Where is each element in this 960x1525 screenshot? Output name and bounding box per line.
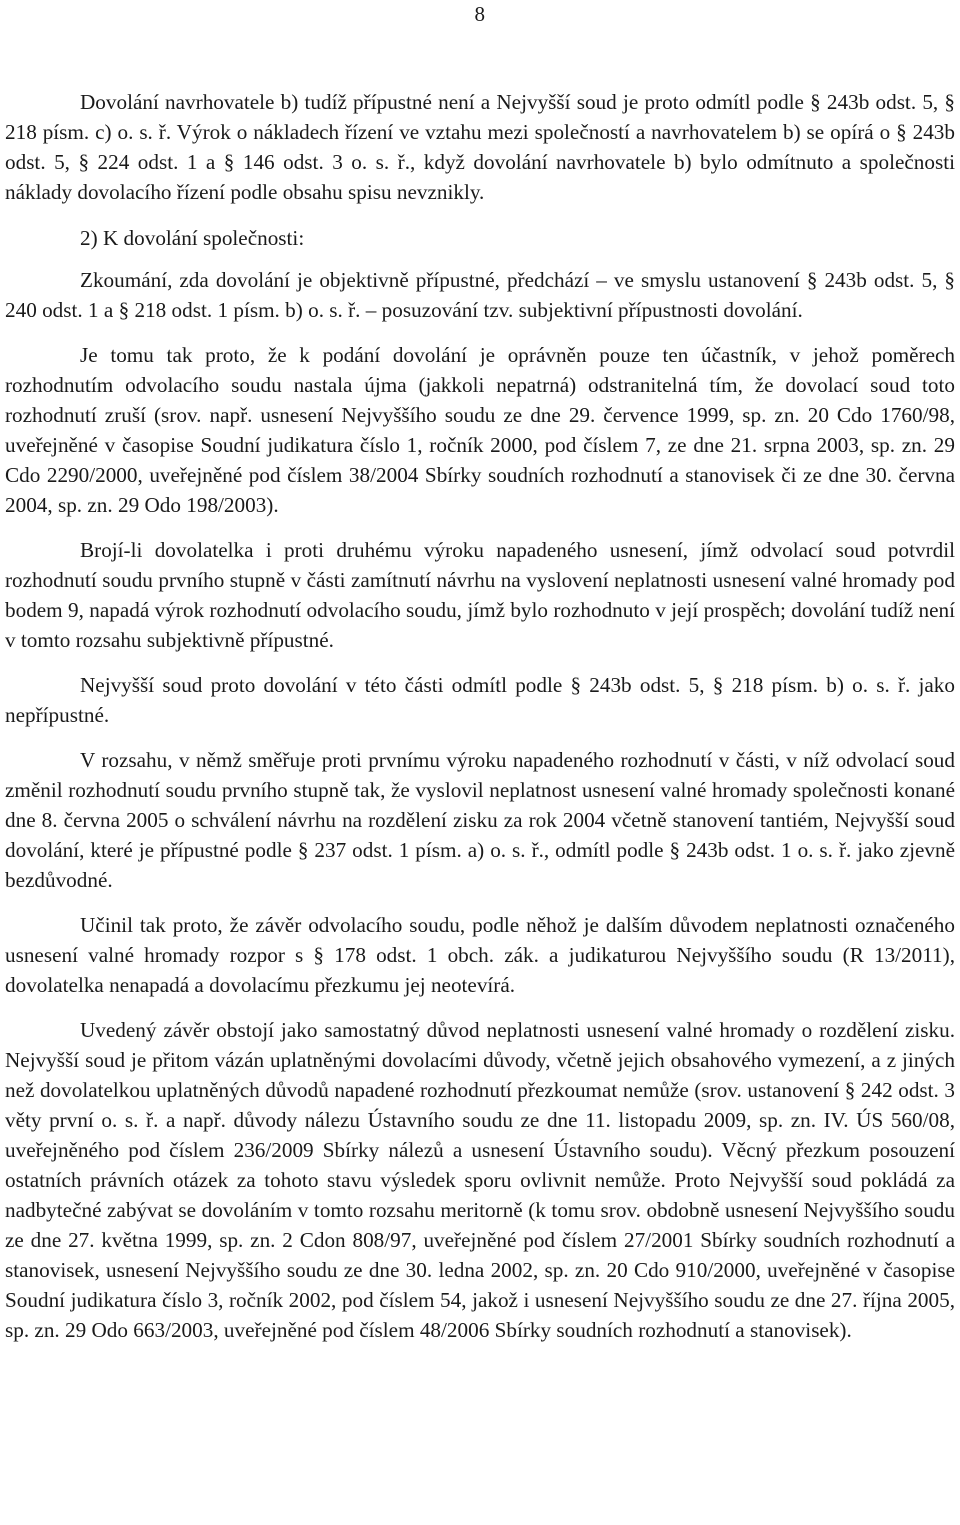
paragraph-1: Dovolání navrhovatele b) tudíž přípustné není a Nejvyšší soud je proto odmítl podle § 243b odst. 5, § 218 písm. c) o. s. ř. Výrok o nákladech řízení ve vztahu mezi společností a navrhovatelem b) se opírá o § 243b odst. 5, § 224 odst. 1 a § 146 odst. 3 o. s. ř., když dovolání navrhovatele b) bylo odmítnuto a společnosti náklady dovolacího řízení podle obsahu spisu nevznikly. — [5, 90, 955, 204]
paragraph-5: Nejvyšší soud proto dovolání v této části odmítl podle § 243b odst. 5, § 218 písm. b) o. s. ř. jako nepřípustné. — [5, 673, 955, 727]
paragraph-2: Zkoumání, zda dovolání je objektivně přípustné, předchází – ve smyslu ustanovení § 243b odst. 5, § 240 odst. 1 a § 218 odst. 1 písm. b) o. s. ř. – posuzování tzv. subjektivní přípustnosti dovolání. — [5, 268, 955, 322]
document-body — [5, 87, 955, 1360]
paragraph-4: Brojí-li dovolatelka i proti druhému výroku napadeného usnesení, jímž odvolací soud potvrdil rozhodnutí soudu prvního stupně v části zamítnutí návrhu na vyslovení neplatnosti usnesení valné hromady pod bodem 9, napadá výrok rozhodnutí odvolacího soudu, jímž bylo rozhodnuto v její prospěch; dovolání tudíž není v tomto rozsahu subjektivně přípustné. — [5, 538, 955, 652]
paragraph-8: Uvedený závěr obstojí jako samostatný důvod neplatnosti usnesení valné hromady o rozdělení zisku. Nejvyšší soud je přitom vázán uplatněnými dovolacími důvody, včetně jejich obsahového vymezení, a z jiných než dovolatelkou uplatněných důvodů napadené rozhodnutí přezkoumat nemůže (srov. ustanovení § 242 odst. 3 věty první o. s. ř. a např. důvody nálezu Ústavního soudu ze dne 11. listopadu 2009, sp. zn. IV. ÚS 560/08, uveřejněného pod číslem 236/2009 Sbírky nálezů a usnesení Ústavního soudu). Věcný přezkum posouzení ostatních právních otázek za tohoto stavu výsledek sporu ovlivnit nemůže. Proto Nejvyšší soud pokládá za nadbytečné zabývat se dovoláním v tomto rozsahu meritorně (k tomu srov. obdobně usnesení Nejvyššího soudu ze dne 27. května 1999, sp. zn. 2 Cdon 808/97, uveřejněné pod číslem 27/2001 Sbírky soudních rozhodnutí a stanovisek, usnesení Nejvyššího soudu ze dne 30. ledna 2002, sp. zn. 20 Cdo 910/2000, uveřejněné v časopise Soudní judikatura číslo 3, ročník 2002, pod číslem 54, jakož i usnesení Nejvyššího soudu ze dne 27. října 2005, sp. zn. 29 Odo 663/2003, uveřejněné pod číslem 48/2006 Sbírky soudních rozhodnutí a stanovisek). — [5, 1018, 955, 1342]
paragraph-6: V rozsahu, v němž směřuje proti prvnímu výroku napadeného rozhodnutí v části, v níž odvolací soud změnil rozhodnutí soudu prvního stupně tak, že vyslovil neplatnost usnesení valné hromady společnosti konané dne 8. června 2005 o schválení návrhu na rozdělení zisku za rok 2004 včetně stanovení tantiém, Nejvyšší soud dovolání, které je přípustné podle § 237 odst. 1 písm. a) o. s. ř., odmítl podle § 243b odst. 1 o. s. ř. jako zjevně bezdůvodné. — [5, 748, 955, 892]
section-heading: 2) K dovolání společnosti: — [80, 226, 305, 250]
page-number: 8 — [474, 2, 485, 26]
paragraph-7: Učinil tak proto, že závěr odvolacího soudu, podle něhož je dalším důvodem neplatnosti označeného usnesení valné hromady rozpor s § 178 odst. 1 obch. zák. a judikaturou Nejvyššího soudu (R 13/2011), dovolatelka nenapadá a dovolacímu přezkumu jej neotevírá. — [5, 913, 955, 997]
paragraph-3: Je tomu tak proto, že k podání dovolání je oprávněn pouze ten účastník, v jehož poměrech rozhodnutím odvolacího soudu nastala újma (jakkoli nepatrná) odstranitelná tím, že dovolací soud toto rozhodnutí zruší (srov. např. usnesení Nejvyššího soudu ze dne 29. července 1999, sp. zn. 20 Cdo 1760/98, uveřejněné v časopise Soudní judikatura číslo 1, ročník 2000, pod číslem 7, ze dne 21. srpna 2003, sp. zn. 29 Cdo 2290/2000, uveřejněné pod číslem 38/2004 Sbírky soudních rozhodnutí a stanovisek či ze dne 30. června 2004, sp. zn. 29 Odo 198/2003). — [5, 343, 955, 517]
